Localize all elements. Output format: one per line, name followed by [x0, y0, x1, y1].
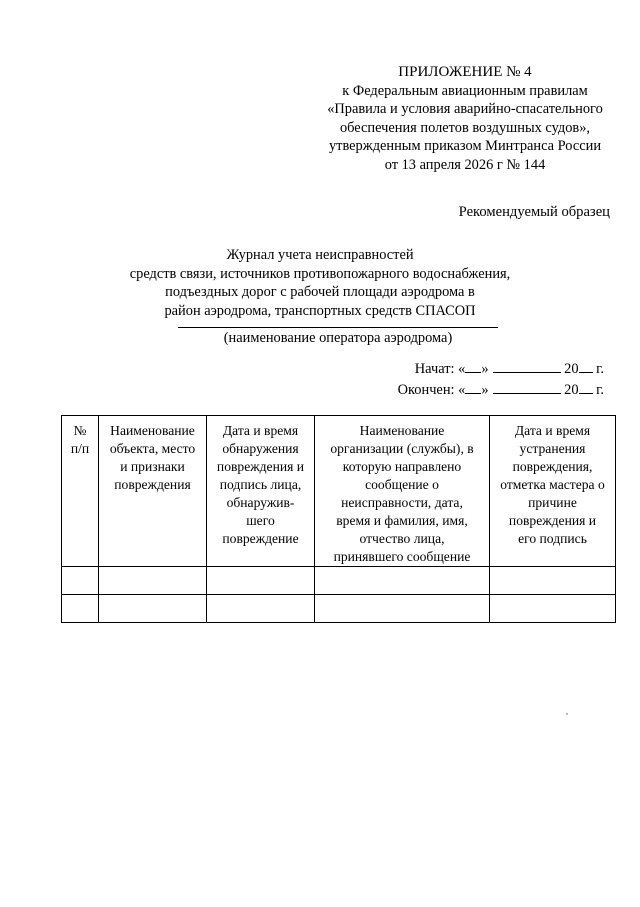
appendix-title: ПРИЛОЖЕНИЕ № 4 [398, 64, 532, 80]
started-day-blank[interactable] [465, 358, 481, 373]
ended-year-blank[interactable] [579, 379, 593, 394]
header-detected: Дата и время обнаружения повреждения и подпись лица, обнаружив- шего повреждение [207, 416, 315, 567]
operator-name-caption: (наименование оператора аэродрома) [223, 330, 453, 346]
ended-date-line [398, 379, 604, 400]
journal-title-line: Журнал учета неисправностей [226, 247, 414, 263]
table-cell[interactable] [207, 595, 315, 623]
operator-name-field-line[interactable] [178, 327, 498, 328]
started-label: Начат: « [414, 361, 466, 377]
appendix-header [300, 63, 630, 174]
table-row [62, 567, 616, 595]
ended-mid: » [481, 382, 489, 398]
started-year-prefix: 20 [564, 361, 579, 377]
journal-title [70, 246, 570, 320]
appendix-line: «Правила и условия аварийно-спасательного [327, 101, 603, 117]
ended-label: Окончен: « [397, 382, 466, 398]
started-year-blank[interactable] [579, 358, 593, 373]
header-number: № п/п [62, 416, 99, 567]
table-cell[interactable] [315, 595, 490, 623]
table-row [62, 595, 616, 623]
journal-title-line: район аэродрома, транспортных средств СПАСОП [164, 302, 476, 319]
ended-year-prefix: 20 [564, 382, 579, 398]
appendix-line: утвержденным приказом Минтранса России [328, 138, 602, 154]
started-suffix: г. [592, 361, 604, 377]
header-organization: Наименование организации (службы), в которую направлено сообщение о неисправности, дата, время и фамилия, имя, отчество лица, принявшего сообщение [315, 416, 490, 567]
ended-month-blank[interactable] [493, 379, 561, 394]
table-cell[interactable] [207, 567, 315, 595]
table-cell[interactable] [315, 567, 490, 595]
table-cell[interactable] [490, 595, 616, 623]
scan-speck [566, 713, 568, 715]
appendix-line: к Федеральным авиационным правилам [342, 82, 588, 99]
ended-suffix: г. [592, 382, 604, 398]
started-mid: » [481, 361, 489, 377]
header-fixed: Дата и время устранения повреждения, отметка мастера о причине повреждения и его подпись [490, 416, 616, 567]
started-month-blank[interactable] [493, 358, 561, 373]
table-cell[interactable] [62, 595, 99, 623]
defect-log-table [61, 415, 616, 623]
appendix-line: обеспечения полетов воздушных судов», [339, 119, 591, 136]
recommended-sample-label: Рекомендуемый образец [458, 204, 610, 220]
journal-title-line: средств связи, источников противопожарного водоснабжения, [129, 265, 511, 282]
table-cell[interactable] [62, 567, 99, 595]
table-cell[interactable] [99, 595, 207, 623]
journal-dates [398, 358, 604, 400]
ended-day-blank[interactable] [465, 379, 481, 394]
table-cell[interactable] [99, 567, 207, 595]
started-date-line [398, 358, 604, 379]
table-cell[interactable] [490, 567, 616, 595]
table-header-row [62, 416, 616, 567]
header-object: Наименование объекта, место и признаки повреждения [99, 416, 207, 567]
appendix-line: от 13 апреля 2026 г № 144 [384, 156, 546, 173]
journal-title-line: подъездных дорог с рабочей площади аэродрома в [165, 284, 475, 300]
